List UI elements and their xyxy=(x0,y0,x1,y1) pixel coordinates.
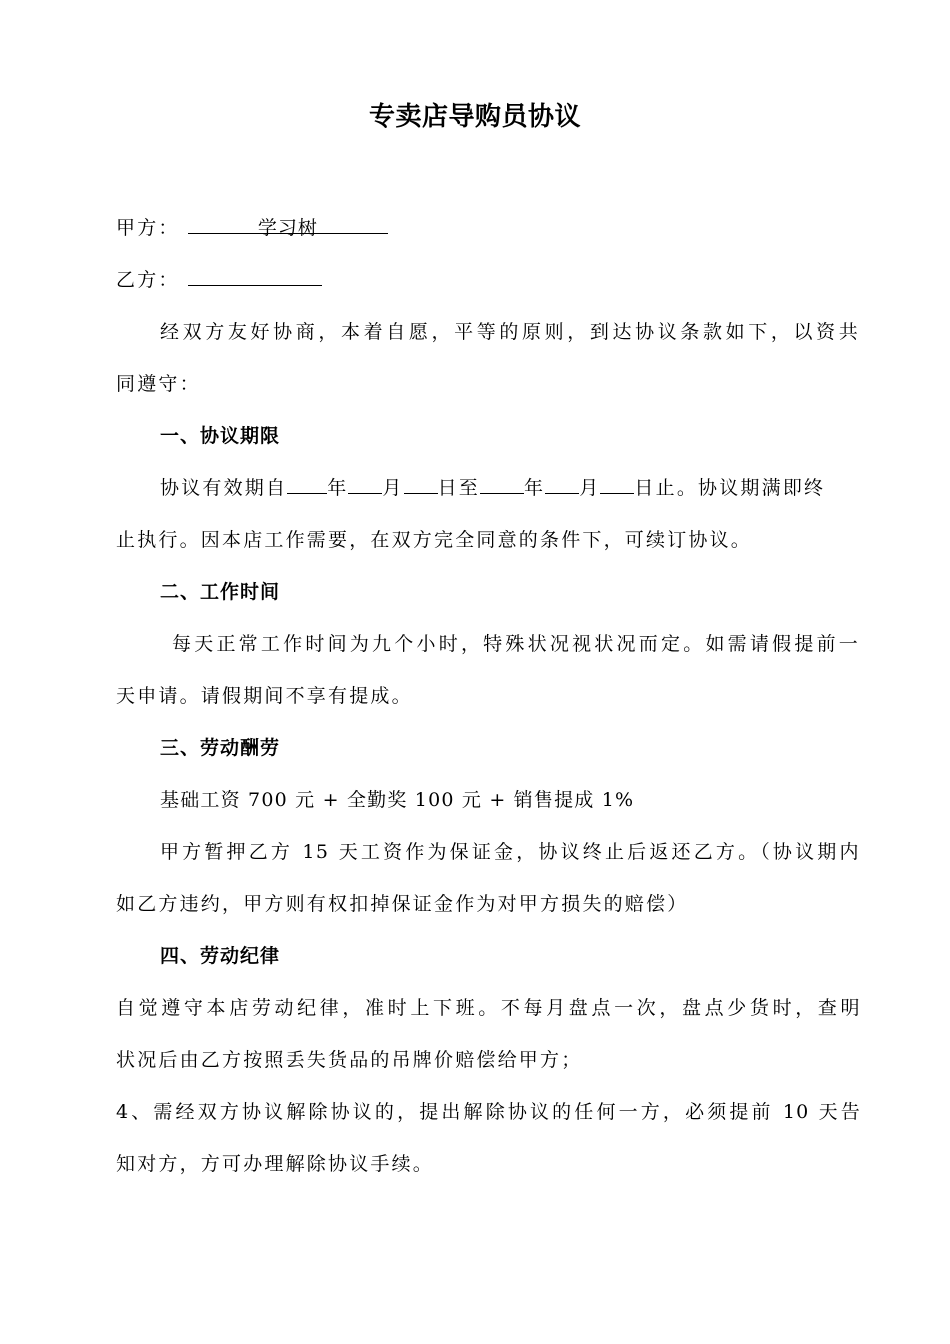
deposit-line-2: 如乙方违约，甲方则有权扣掉保证金作为对甲方损失的赔偿） xyxy=(116,893,689,915)
term-month-2: 月 xyxy=(579,477,601,499)
term-day-1: 日至 xyxy=(437,477,481,499)
start-month-blank xyxy=(348,473,382,494)
term-month-1: 月 xyxy=(382,477,404,499)
intro-line-1: 经双方友好协商，本着自愿，平等的原则，到达协议条款如下，以资共 xyxy=(160,321,860,343)
party-a-field xyxy=(188,213,388,239)
party-a-label: 甲方： xyxy=(116,217,180,239)
work-time-line-1: 每天正常工作时间为九个小时，特殊状况视状况而定。如需请假提前一 xyxy=(172,633,860,655)
party-b-label: 乙方： xyxy=(116,269,180,291)
section-4-heading: 四、劳动纪律 xyxy=(160,945,281,967)
discipline-line-1: 自觉遵守本店劳动纪律，准时上下班。不每月盘点一次，盘点少货时，查明 xyxy=(116,997,861,1019)
intro-line-2: 同遵守： xyxy=(116,373,201,395)
term-line-2: 止执行。因本店工作需要，在双方完全同意的条件下，可续订协议。 xyxy=(116,529,753,551)
party-a-value: 学习树 xyxy=(257,217,318,239)
discipline-line-2: 状况后由乙方按照丢失货品的吊牌价赔偿给甲方； xyxy=(116,1049,583,1071)
work-time-line-2: 天申请。请假期间不享有提成。 xyxy=(116,685,413,707)
section-1-heading: 一、协议期限 xyxy=(160,425,281,447)
term-year-1: 年 xyxy=(327,477,349,499)
term-year-2: 年 xyxy=(524,477,546,499)
term-prefix: 协议有效期自 xyxy=(160,477,288,499)
section-2-heading: 二、工作时间 xyxy=(160,581,281,603)
termination-line-2: 知对方，方可办理解除协议手续。 xyxy=(116,1153,435,1175)
document-title: 专卖店导购员协议 xyxy=(368,102,581,132)
party-a-line xyxy=(116,213,861,240)
salary-line: 基础工资 700 元 + 全勤奖 100 元 + 销售提成 1% xyxy=(160,789,635,811)
termination-line-1: 4、需经双方协议解除协议的，提出解除协议的任何一方，必须提前 10 天告 xyxy=(116,1101,861,1123)
party-b-field xyxy=(188,265,322,286)
deposit-line-1: 甲方暂押乙方 15 天工资作为保证金，协议终止后返还乙方。（协议期内 xyxy=(160,841,860,863)
end-month-blank xyxy=(545,473,579,494)
term-line xyxy=(160,473,860,500)
start-day-blank xyxy=(404,473,438,494)
section-3-heading: 三、劳动酬劳 xyxy=(160,737,281,759)
end-day-blank xyxy=(600,473,634,494)
start-year-blank xyxy=(287,473,327,494)
party-b-line xyxy=(116,265,861,292)
end-year-blank xyxy=(480,473,524,494)
term-day-2: 日止。协议期满即终 xyxy=(634,477,826,499)
